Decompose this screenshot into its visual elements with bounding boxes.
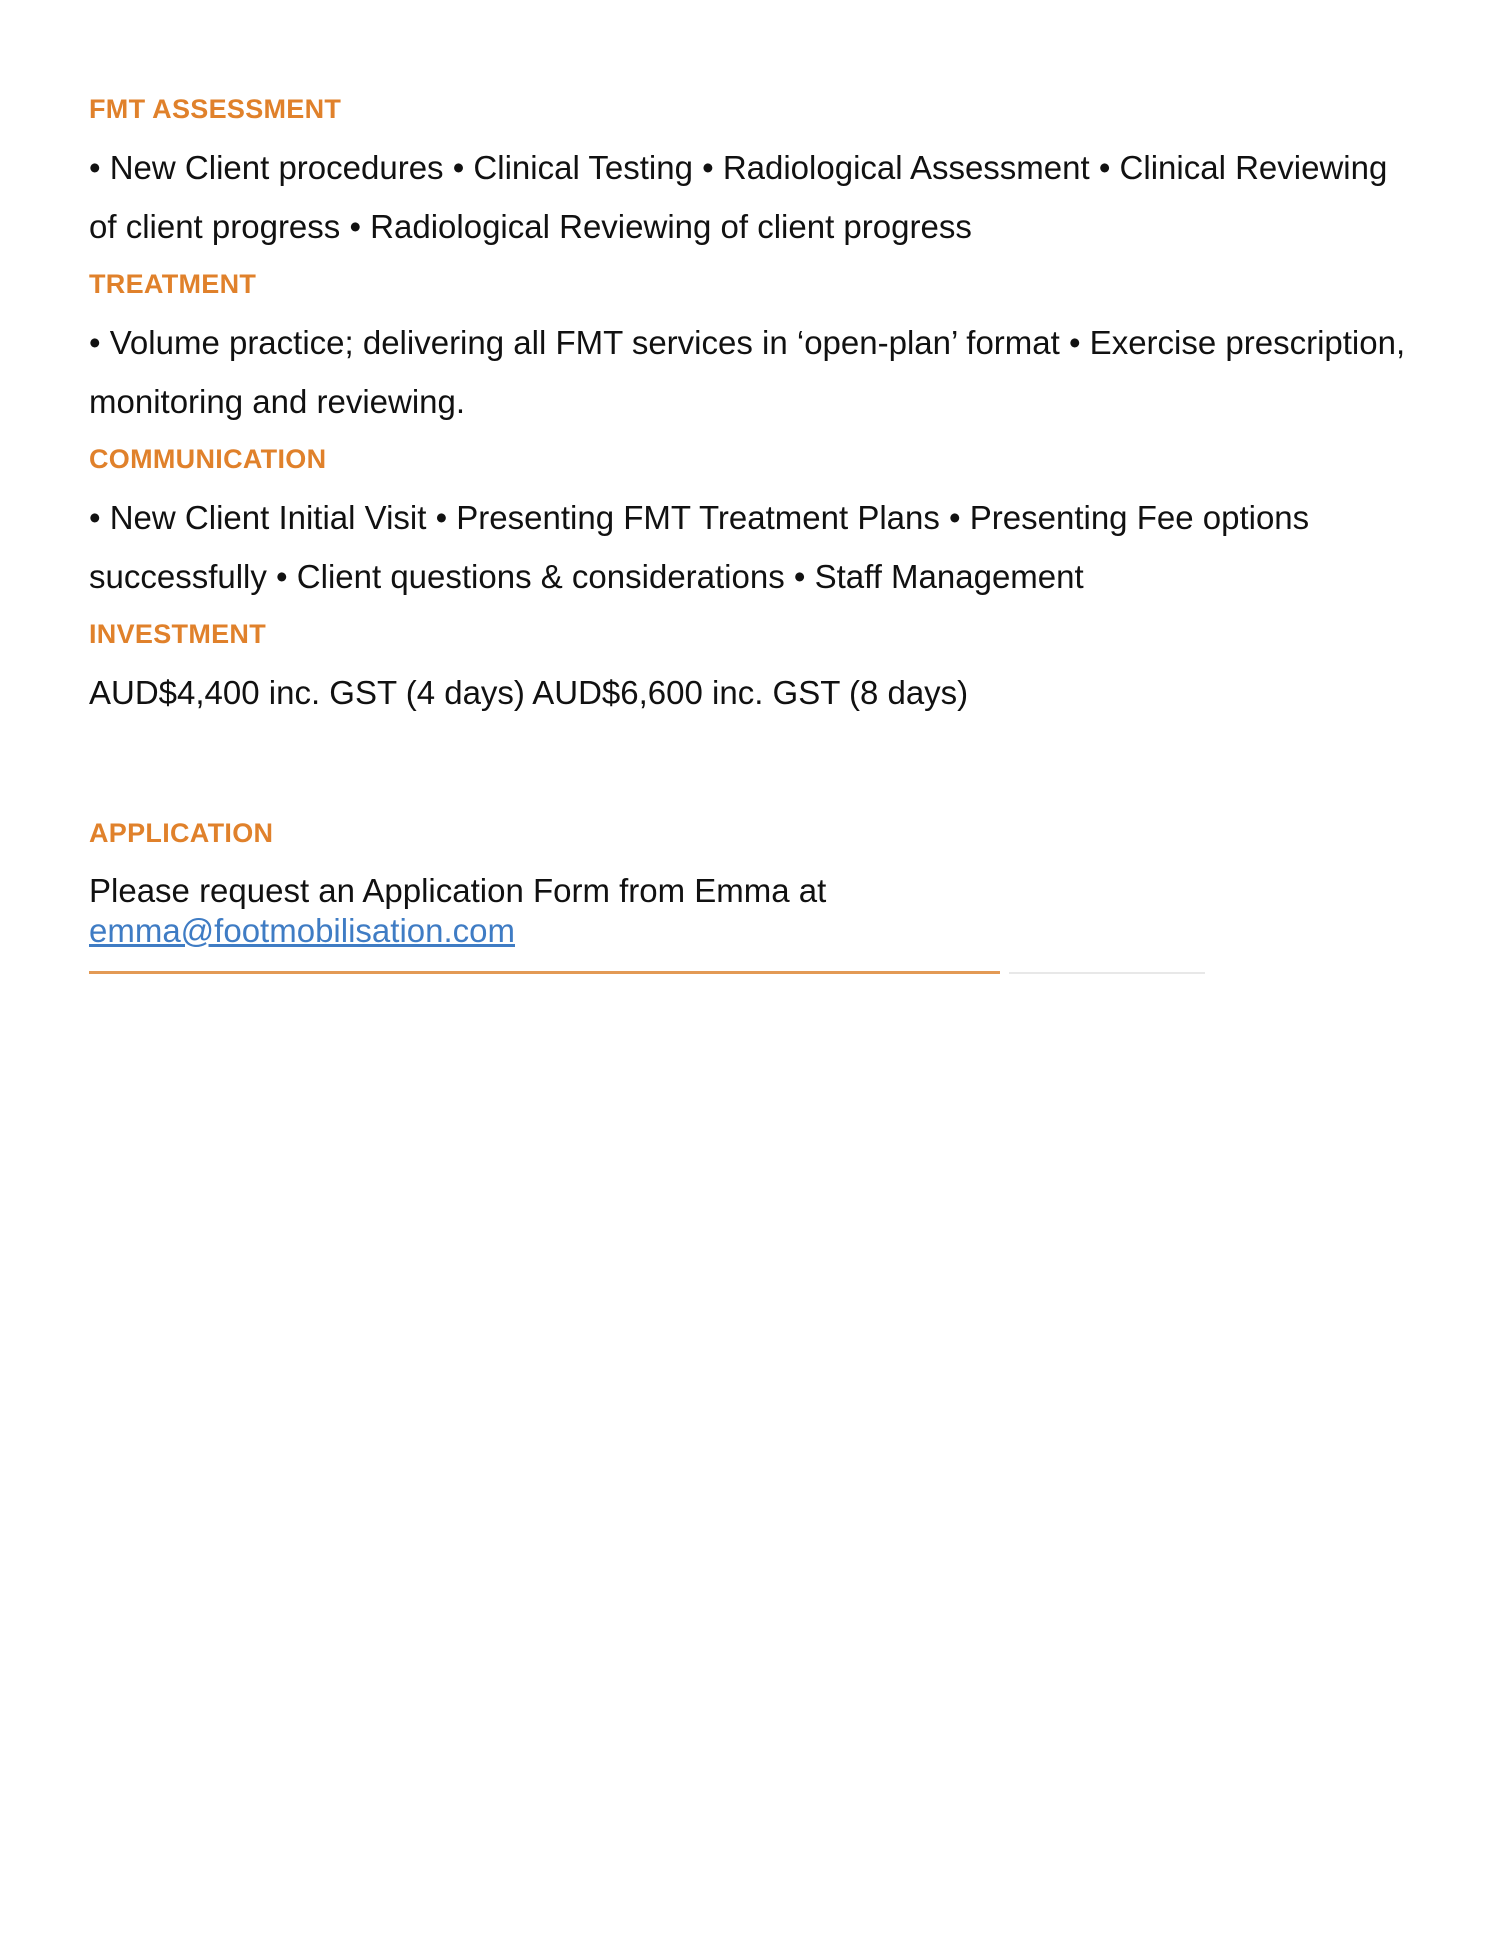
section-heading-fmt-assessment: FMT ASSESSMENT (89, 94, 342, 124)
section-heading-communication: COMMUNICATION (89, 444, 327, 474)
section-heading-application: APPLICATION (89, 818, 274, 848)
section-communication (89, 439, 1419, 606)
section-investment (89, 614, 1419, 722)
section-fmt-assessment (89, 89, 1419, 256)
section-body-communication: • New Client Initial Visit • Presenting FMT Treatment Plans • Presenting Fee options successfully • Client questions & considerations • Staff Management (89, 499, 1310, 595)
section-application (89, 813, 1419, 985)
divider-line-orange (89, 971, 1000, 974)
section-heading-investment: INVESTMENT (89, 619, 267, 649)
section-body-application: Please request an Application Form from Emma at (89, 872, 827, 909)
document-content (89, 89, 1419, 985)
section-body-investment: AUD$4,400 inc. GST (4 days) AUD$6,600 inc. GST (8 days) (89, 674, 969, 711)
section-treatment (89, 264, 1419, 431)
divider-line-gray (1009, 972, 1205, 974)
divider-row (89, 971, 1419, 985)
email-link[interactable]: emma@footmobilisation.com (89, 912, 515, 949)
section-heading-treatment: TREATMENT (89, 269, 257, 299)
section-body-treatment: • Volume practice; delivering all FMT services in ‘open-plan’ format • Exercise prescription, monitoring and reviewing. (89, 324, 1406, 420)
section-body-fmt-assessment: • New Client procedures • Clinical Testing • Radiological Assessment • Clinical Reviewing of client progress • Radiological Reviewing of client progress (89, 149, 1388, 245)
